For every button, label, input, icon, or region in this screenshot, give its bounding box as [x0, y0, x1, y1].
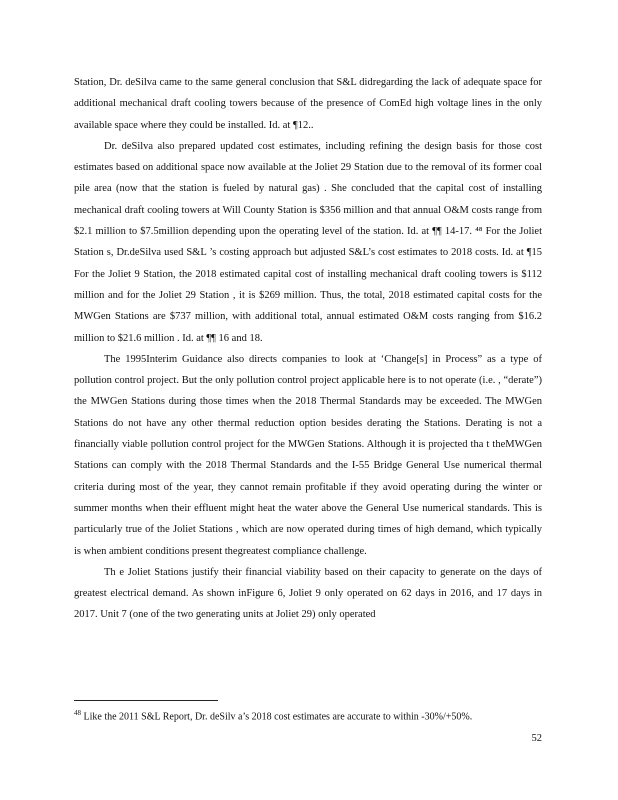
- footnote: [74, 706, 542, 724]
- footnote-marker: 48: [74, 709, 81, 717]
- footnote-divider: [74, 700, 218, 701]
- paragraph-3: The 1995Interim Guidance also directs companies to look at ‘Change[s] in Process” as a type of pollution control project. But the only pollution control project applicable here is to not operate (i.e. , “derate”) the MWGen Stations during those times when the 2018 Thermal Standards may be exceeded. The MWGen Stations do not have any other thermal reduction option besides derating the Stations. Derating is not a financially viable pollution control project for the MWGen Stations. Although it is projected tha t theMWGen Stations can comply with the 2018 Thermal Standards and the I-55 Bridge General Use numerical thermal criteria during most of the year, they cannot remain profitable if they avoid operating during the winter or summer months when their effluent might heat the water above the General Use numerical standards. This is particularly true of the Joliet Stations , which are now operated during times of high demand, which typically is when ambient conditions present thegreatest compliance challenge.: [74, 353, 542, 557]
- body-text: [74, 72, 542, 626]
- footnote-text: Like the 2011 S&L Report, Dr. deSilv a’s 2018 cost estimates are accurate to within -30%/+50%.: [83, 711, 473, 723]
- page-number: 52: [531, 733, 542, 744]
- paragraph-2: Dr. deSilva also prepared updated cost estimates, including refining the design basis for those cost estimates based on additional space now available at the Joliet 29 Station due to the removal of its former coal pile area (now that the station is fueled by natural gas) . She concluded that the capital cost of installing mechanical draft cooling towers at Will County Station is $356 million and that annual O&M costs range from $2.1 million to $7.5million depending upon the operating level of the station. Id. at ¶¶ 14-17. ⁴⁸ For the Joliet Station s, Dr.deSilva used S&L ’s costing approach but adjusted S&L’s cost estimates to 2018 costs. Id. at ¶15 For the Joliet 9 Station, the 2018 estimated capital cost of installing mechanical draft cooling towers is $112 million and for the Joliet 29 Station , it is $269 million. Thus, the total, 2018 estimated capital costs for the MWGen Stations are $737 million, with additional total, annual estimated O&M costs ranging from $16.2 million to $21.6 million . Id. at ¶¶ 16 and 18.: [74, 140, 542, 344]
- paragraph-1: Station, Dr. deSilva came to the same general conclusion that S&L didregarding the lack of adequate space for additional mechanical draft cooling towers because of the presence of ComEd high voltage lines in the only available space where they could be installed. Id. at ¶12..: [74, 77, 542, 131]
- paragraph-4: Th e Joliet Stations justify their financial viability based on their capacity to generate on the days of greatest electrical demand. As shown inFigure 6, Joliet 9 only operated on 62 days in 2016, and 17 days in 2017. Unit 7 (one of the two generating units at Joliet 29) only operated: [74, 566, 542, 621]
